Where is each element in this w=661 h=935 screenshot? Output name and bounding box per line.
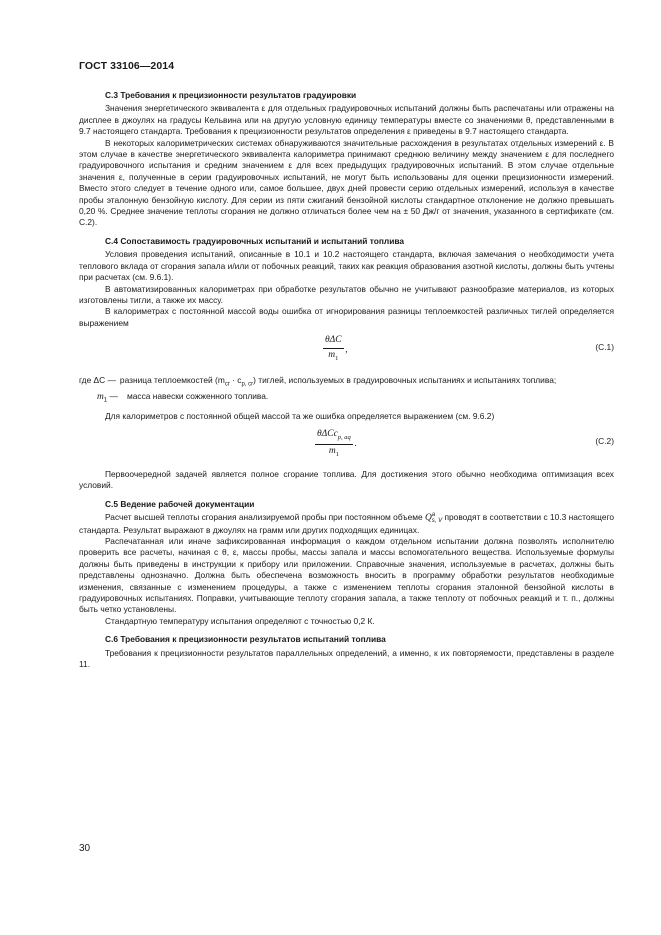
formula-explanation [79,375,614,407]
section-c5-paragraph-2: Распечатанная или иначе зафиксированная информация о каждом отдельном испытании должна позволять исполнителю проверить все расчеты, начиная с θ, ε, массы пробы, массы запала и массы вспомогательного вещества. Используемые формулы должны быть приведены в инструкции к прибору или приложении. Справочные значения, используемые в расчетах, должны быть представлены однозначно. Должна быть обеспечена возможность вносить в программу обработки результатов необходимые изменения, связанные с изменением процедуры, а также с изменением теплоты сгорания эталонной бензойной кислоты в градуировочных испытаниях. Поправки, учитывающие теплоту сгорания запала, а также теплоту от побочных реакций и т. п., должны быть четко установлены. [79,535,614,615]
section-c4-paragraph-4: Для калориметров с постоянной общей массой та же ошибка определяется выражением (см. 9.6.2) [105,411,495,422]
explanation-delta-c [79,375,614,391]
section-c6-paragraph-1: Требования к прецизионности результатов параллельных определений, а именно, к их повторяемости, представлены в разделе 11. [79,647,614,669]
section-c4-title: С.4 Сопоставимость градуировочных испытаний и испытаний топлива [105,235,405,246]
explanation-m1-text: масса навески сожженного топлива. [127,391,269,402]
section-c4-paragraph-1: Условия проведения испытаний, описанные в 10.1 и 10.2 настоящего стандарта, включая замечания о необходимости учета теплового вклада от сгорания запала и/или от побочных реакций, таких как реакция образования азотной кислоты, должны быть учтены при расчетах (см. 9.6.1). [79,249,614,283]
page-header-standard: ГОСТ 33106—2014 [79,60,175,72]
formula-c2 [79,427,614,461]
section-c4-paragraph-2: В автоматизированных калориметрах при обработке результатов обычно не учитывают разнообразие материалов, из которых изготовлены тигли, а также их массу. [79,283,614,305]
formula-c1-numerator: θΔC [323,335,344,348]
section-c3-paragraph-1: Значения энергетического эквивалента ε для отдельных градуировочных испытаний должны быть распечатаны или отражены на дисплее в джоулях на градусы Кельвина или на другую условную единицу температуры вместе со значениями θ, представленными в 9.7 настоящего стандарта. Требования к прецизионности результатов определения ε приведены в 9.7 настоящего стандарта. [79,103,614,137]
section-c5-paragraph-1: Расчет высшей теплоты сгорания анализируемой пробы при постоянном объеме Q a s, V проводят в соответствии с 10.3 настоящего стандарта. Результат выражают в джоулях на грамм или других подходящих единицах. [79,511,615,535]
section-c4-paragraph-5: Первоочередной задачей является полное сгорание топлива. Для достижения этого обычно необходима оптимизация всех условий. [79,468,614,491]
page-number: 30 [79,843,91,854]
formula-c2-label: (С.2) [595,435,614,446]
formula-c1-label: (С.1) [595,342,614,353]
section-c5-paragraph-3: Стандартную температуру испытания определяют с точностью 0,2 К. [105,615,375,626]
section-c3-title: С.3 Требования к прецизионности результатов градуировки [105,90,357,100]
page-content [79,90,614,670]
explanation-delta-c-symbol: где ΔC — [79,375,116,386]
section-c6-title: С.6 Требования к прецизионности результатов испытаний топлива [105,634,386,645]
section-c3-paragraph-2: В некоторых калориметрических системах обнаруживаются значительные расхождения в результатах отдельных измерений ε. В этом случае в качестве энергетического эквивалента калориметра принимают среднюю величину между значением ε для последнего градуировочного испытания и средним значением ε для всех предыдущих градуировочных испытаний. В этом случае отдельные значения ε, полученные в серии градуировочных испытаний, не могут быть использованы для оценки прецизионности измерений. Вместо этого следует в течение одного или, самое большее, двух дней провести серию отдельных измерений, используя в качестве пробы эталонную бензойную кислоту. Для серии из пяти сжиганий бензойной кислоты стандартное отклонение не должно превышать 0,20 %. Среднее значение теплоты сгорания не должно отличаться более чем на ± 50 Дж/г от значения, указанного в сертификате (см. С.2). [79,137,614,228]
explanation-m1-symbol: $m_1$ — [97,391,118,404]
formula-c2-numerator: θΔCc$_{p, aq}$ [315,429,353,445]
formula-c2-fraction: θΔCc$_{p, aq}$ $m_1$ . [315,429,353,461]
explanation-m1 [79,391,614,407]
formula-c1 [79,333,614,367]
explanation-delta-c-text: разница теплоемкостей $(m_{cr} \cdot c_{p, cr})$ тиглей, используемых в градуировочных испытаниях и испытаниях топлива; [119,375,557,388]
section-c5-title: С.5 Ведение рабочей документации [105,498,255,509]
section-c4-paragraph-3: В калориметрах с постоянной массой воды ошибка от игнорирования разницы теплоемкостей различных тиглей определяется выражением [79,306,614,328]
formula-c1-fraction: θΔC $m_1$ , [323,335,344,364]
formula-c2-denominator: $m_1$ [328,445,339,458]
formula-c1-denominator: $m_1$ [328,349,339,362]
